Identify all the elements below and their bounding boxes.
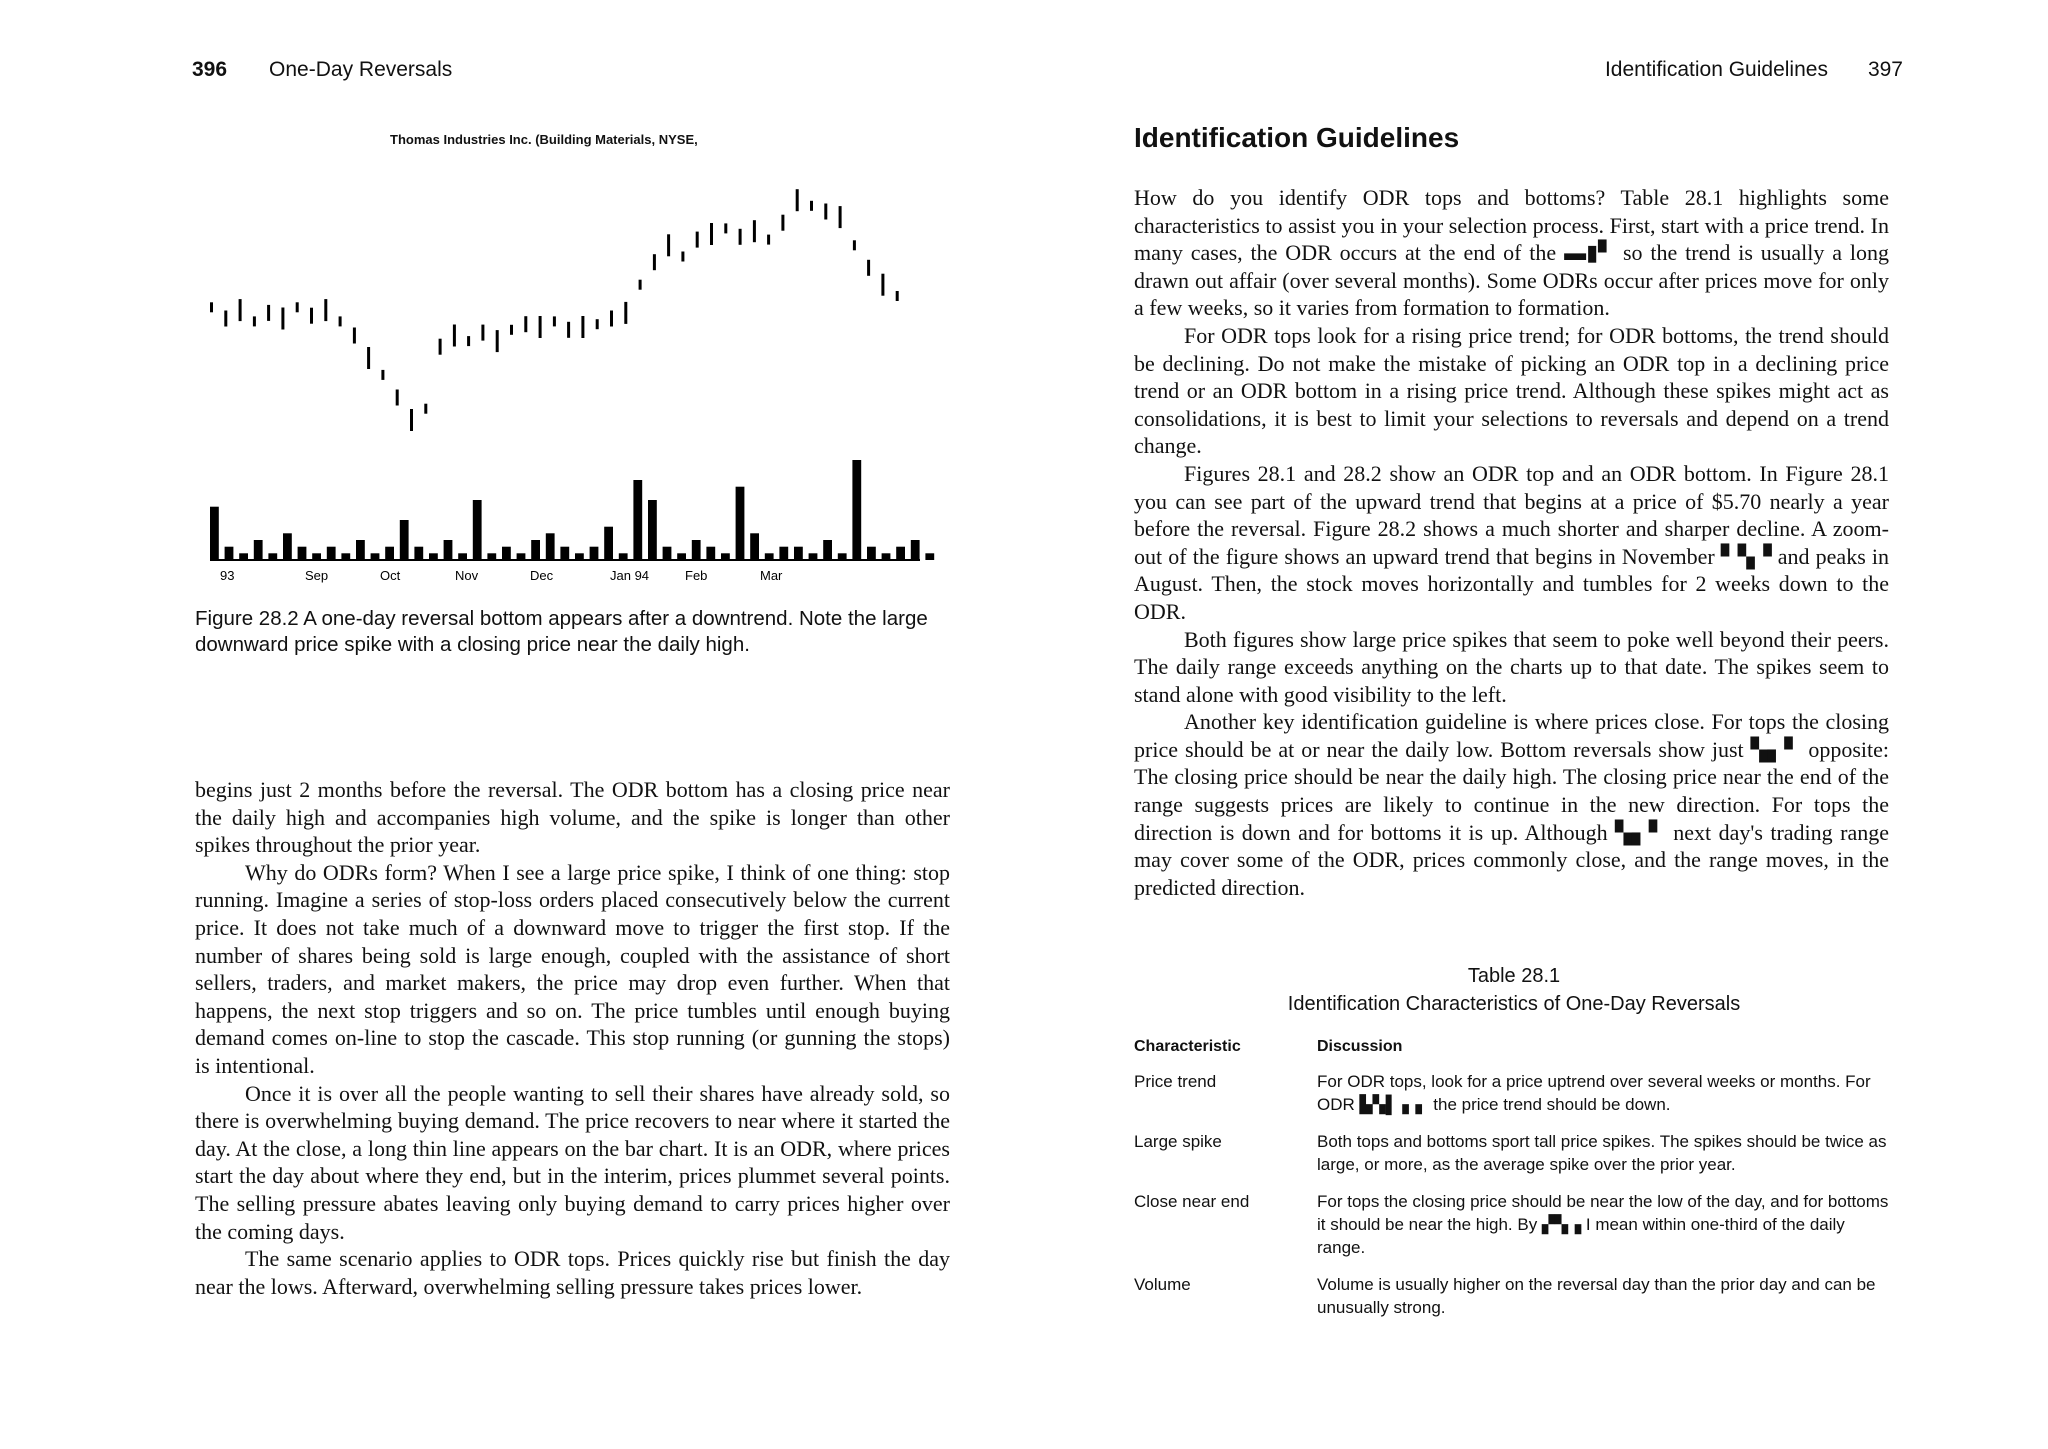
table-row: [1134, 1070, 1894, 1116]
volume-bar: [502, 547, 511, 560]
volume-bar: [663, 547, 672, 560]
price-bar: [281, 308, 284, 330]
price-bar: [296, 302, 299, 312]
volume-bar: [925, 553, 934, 560]
table-row: [1134, 1273, 1894, 1319]
volume-bar: [706, 547, 715, 560]
price-bar: [339, 316, 342, 326]
left-running-head: [192, 58, 452, 82]
table-cell-characteristic: Large spike: [1134, 1132, 1222, 1151]
paragraph: Both figures show large price spikes that seem to poke well beyond their peers. The daily range exceeds anything on the charts up to that date. The spikes seem to stand alone with good visibility to the left.: [1134, 626, 1889, 707]
paragraph: The same scenario applies to ODR tops. Prices quickly rise but finish the day near the lows. Afterward, overwhelming selling pressure takes prices lower.: [195, 1246, 950, 1299]
price-bar: [481, 325, 484, 341]
price-bar: [896, 291, 899, 301]
table-header-row: [1134, 1038, 1894, 1056]
volume-bar: [312, 553, 321, 560]
volume-bar: [575, 553, 584, 560]
table-cell-discussion: Both tops and bottoms sport tall price spikes. The spikes should be twice as large, or more, as the average spike over the prior year.: [1317, 1132, 1887, 1174]
figure-caption: Figure 28.2 A one-day reversal bottom appears after a downtrend. Note the large downward price spike with a closing price near the daily high.: [195, 607, 928, 656]
price-bar: [624, 302, 627, 324]
volume-bar: [896, 547, 905, 560]
price-bar: [310, 308, 313, 324]
chart-canvas: [180, 122, 980, 592]
running-head-title: Identification Guidelines: [1604, 58, 1828, 81]
price-bar: [739, 229, 742, 245]
price-bar: [753, 220, 756, 242]
price-bar: [381, 370, 384, 380]
volume-bar: [648, 500, 657, 560]
volume-bar: [852, 460, 861, 560]
price-bar: [581, 316, 584, 338]
price-bar: [539, 316, 542, 338]
price-bar: [224, 311, 227, 327]
volume-bar: [736, 487, 745, 560]
price-bar: [553, 316, 556, 326]
volume-bar: [327, 547, 336, 560]
volume-bar: [619, 553, 628, 560]
volume-bar: [400, 520, 409, 560]
x-tick-label: Nov: [455, 568, 479, 583]
section-title: Identification Guidelines: [1134, 122, 1460, 153]
x-tick-label: Mar: [760, 568, 783, 583]
paragraph: Why do ODRs form? When I see a large price spike, I think of one thing: stop running. Imagine a series of stop-loss orders placed consecutively below the current price. It does not take much of a downward move to trigger the first stop. If the number of shares being sold is large enough, coupled with the assistance of short sellers, traders, and market makers, the price may drop even further. When that happens, the next stop triggers and so on. The price tumbles until enough buying demand comes on-line to stop the cascade. This stop running (or gunning the stops) is intentional.: [195, 859, 950, 1078]
table-cell-characteristic: Price trend: [1134, 1072, 1217, 1091]
page-number: 397: [1867, 58, 1903, 81]
table-cell-discussion: For ODR tops, look for a price uptrend over several weeks or months. For ODR ▙▚▌ ▖▖ the price trend should be down.: [1317, 1072, 1871, 1114]
volume-bar: [809, 553, 818, 560]
paragraph: For ODR tops look for a rising price trend; for ODR bottoms, the trend should be declining. Do not make the mistake of picking an ODR top in a declining price trend or an ODR bottom in a rising price trend. Although these spikes might act as consolidations, it is best to limit your selections to reversals and depend on a trend change.: [1134, 322, 1889, 459]
price-bar: [867, 260, 870, 276]
left-body-text: [195, 776, 950, 1300]
running-head-title: One-Day Reversals: [269, 58, 453, 81]
volume-bar: [371, 553, 380, 560]
volume-bar: [225, 547, 234, 560]
price-bar: [210, 302, 213, 312]
volume-bar: [882, 553, 891, 560]
price-bar: [781, 215, 784, 231]
volume-bar: [268, 553, 277, 560]
paragraph: How do you identify ODR tops and bottoms? Table 28.1 highlights some characteristics to assist you in your selection process. First, start with a price trend. In many cases, the ODR occurs at the end of the ▬▮▘ so the trend is usually a long drawn out affair (over several months). Some ODRs occur after prices move for only a few weeks, so it varies from formation to formation.: [1134, 185, 1889, 321]
volume-bar: [429, 553, 438, 560]
price-bar: [667, 234, 670, 256]
price-bar: [524, 316, 527, 332]
volume-bar: [458, 553, 467, 560]
volume-bar: [487, 553, 496, 560]
volume-bar: [254, 540, 263, 560]
price-bar: [453, 325, 456, 347]
volume-bar: [794, 547, 803, 560]
price-bar: [724, 223, 727, 233]
price-bar: [267, 305, 270, 321]
right-page: [1024, 0, 2048, 1449]
volume-bar: [341, 553, 350, 560]
characteristics-table: [1134, 962, 1894, 1319]
volume-bar: [298, 547, 307, 560]
volume-bar: [283, 533, 292, 560]
volume-bar: [590, 547, 599, 560]
price-bar: [639, 280, 642, 290]
price-bar: [853, 240, 856, 250]
x-tick-label: Oct: [380, 568, 401, 583]
paragraph: Figures 28.1 and 28.2 show an ODR top and an ODR bottom. In Figure 28.1 you can see part of the upward trend that begins at a price of $5.70 nearly a year before the reversal. Figure 28.2 shows a much shorter and sharper decline. A zoom-out of the figure shows an upward trend that begins in November ▘▚▝ and peaks in August. Then, the stock moves horizontally and tumbles for 2 weeks down to the ODR.: [1134, 460, 1889, 624]
volume-bar: [911, 540, 920, 560]
table-row: [1134, 1130, 1894, 1176]
price-bar: [681, 252, 684, 262]
volume-bar: [385, 547, 394, 560]
paragraph: Another key identification guideline is where prices close. For tops the closing price should be at or near the daily low. Bottom reversals show just ▚▖▘ opposite: The closing price should be near the daily high. The closing price near the end of the range suggests prices are likely to continue in the new direction. For tops the direction is down and for bottoms it is up. Although ▚▖▘ next day's trading range may cover some of the ODR, prices commonly close, and the range moves, in the predicted direction.: [1134, 709, 1889, 900]
table-number: Table 28.1: [1467, 965, 1561, 987]
volume-bar: [531, 540, 540, 560]
x-tick-label: 93: [220, 568, 235, 583]
price-bar: [410, 409, 413, 431]
price-bar: [839, 206, 842, 228]
table-header-characteristic: Characteristic: [1134, 1038, 1241, 1055]
volume-bar: [838, 553, 847, 560]
price-bar: [596, 319, 599, 329]
price-bar: [396, 390, 399, 406]
x-tick-label: Jan 94: [610, 568, 650, 583]
volume-bar: [633, 480, 642, 560]
price-bar: [253, 316, 256, 326]
price-bar: [767, 235, 770, 245]
price-bar: [424, 404, 427, 414]
right-body-text: [1134, 184, 1889, 901]
paragraph: begins just 2 months before the reversal. The ODR bottom has a closing price near the daily high and accompanies high volume, and the spike is longer than other spikes throughout the prior year.: [195, 777, 950, 858]
table-cell-characteristic: Close near end: [1134, 1192, 1250, 1211]
price-bar: [239, 299, 242, 321]
volume-bar: [517, 553, 526, 560]
volume-bar: [823, 540, 832, 560]
volume-bar: [560, 547, 569, 560]
right-running-head: [1605, 58, 1903, 82]
volume-bar: [692, 540, 701, 560]
table-cell-discussion: For tops the closing price should be near the low of the day, and for bottoms it should be near the high. By ▞▚▗ I mean within one-third of the daily range.: [1317, 1192, 1889, 1257]
volume-bar: [546, 533, 555, 560]
price-bar: [881, 274, 884, 296]
volume-bar: [239, 553, 248, 560]
price-bar: [510, 325, 513, 335]
volume-bar: [750, 533, 759, 560]
volume-bar: [779, 547, 788, 560]
price-bar: [567, 322, 570, 338]
price-bar: [696, 232, 699, 248]
volume-bar: [765, 553, 774, 560]
x-tick-label: Feb: [685, 568, 708, 583]
volume-bar: [604, 527, 613, 560]
x-tick-label: Dec: [530, 568, 554, 583]
page-number: 396: [192, 58, 228, 81]
volume-bar: [356, 540, 365, 560]
price-bar: [353, 328, 356, 344]
x-tick-label: Sep: [305, 568, 329, 583]
volume-bar: [867, 547, 876, 560]
price-bar: [610, 311, 613, 327]
volume-bar: [721, 553, 730, 560]
price-bar: [496, 330, 499, 352]
volume-bar: [677, 553, 686, 560]
price-bar: [467, 336, 470, 346]
volume-bar: [210, 507, 219, 560]
price-bar: [824, 204, 827, 220]
table-title: Identification Characteristics of One-Day Reversals: [1287, 993, 1741, 1015]
price-bar: [796, 189, 799, 211]
table-row: [1134, 1190, 1894, 1259]
table-cell-discussion: Volume is usually higher on the reversal day than the prior day and can be unusually strong.: [1317, 1275, 1876, 1317]
price-bar: [324, 299, 327, 321]
table-cell-characteristic: Volume: [1134, 1275, 1191, 1294]
price-bar: [810, 201, 813, 211]
paragraph: Once it is over all the people wanting to sell their shares have already sold, so there is overwhelming buying demand. The price recovers to near where it started the day. At the close, a long thin line appears on the bar chart. It is an ODR, where prices start the day about where they end, but in the interim, prices plummet several points. The selling pressure abates leaving only buying demand to carry prices higher over the coming days.: [195, 1080, 950, 1244]
price-bar: [653, 254, 656, 270]
volume-bar: [414, 547, 423, 560]
price-bar: [439, 339, 442, 355]
volume-bar: [473, 500, 482, 560]
table-header-discussion: Discussion: [1317, 1038, 1403, 1055]
price-bar: [710, 223, 713, 245]
volume-bar: [444, 540, 453, 560]
chart-title: Thomas Industries Inc. (Building Materials, NYSE,: [390, 132, 698, 147]
price-chart: [180, 122, 980, 592]
price-bar: [367, 347, 370, 369]
